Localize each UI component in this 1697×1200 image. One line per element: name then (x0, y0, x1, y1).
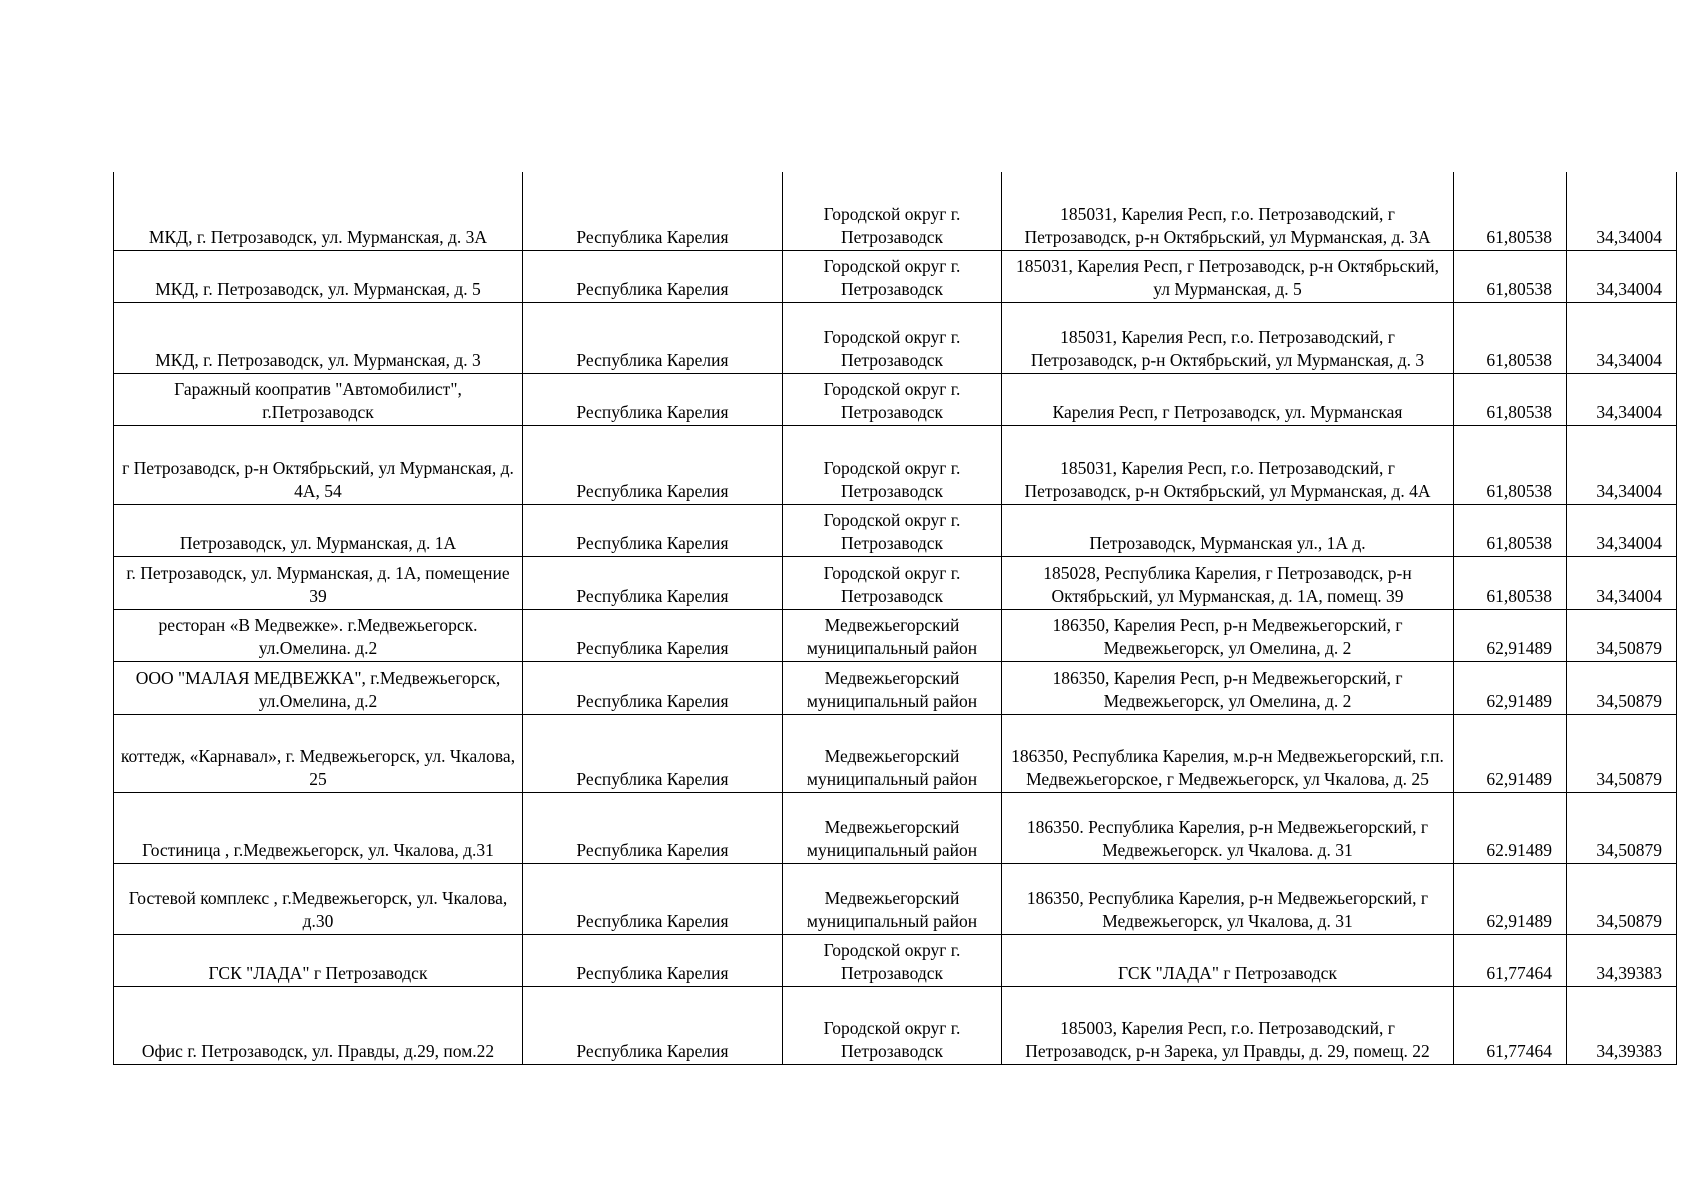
longitude-cell: 34,50879 (1567, 714, 1677, 792)
address-cell: 185031, Карелия Респ, г.о. Петрозаводский, г Петрозаводск, р-н Октябрьский, ул Мурманская, д. 4А (1002, 425, 1454, 504)
object-name-cell: ресторан «В Медвежке». г.Медвежьегорск. ул.Омелина. д.2 (114, 609, 523, 661)
table-row (114, 661, 1677, 714)
object-name-cell: МКД, г. Петрозаводск, ул. Мурманская, д. 3 (114, 302, 523, 373)
table-row (114, 863, 1677, 934)
latitude-cell: 61,80538 (1454, 302, 1567, 373)
region-cell: Республика Карелия (523, 792, 783, 863)
municipality-cell: Городской округ г. Петрозаводск (783, 986, 1002, 1064)
region-cell: Республика Карелия (523, 425, 783, 504)
table-row (114, 504, 1677, 556)
municipality-cell: Медвежьегорский муниципальный район (783, 863, 1002, 934)
object-name-cell: Офис г. Петрозаводск, ул. Правды, д.29, пом.22 (114, 986, 523, 1064)
object-name-cell: ГСК "ЛАДА" г Петрозаводск (114, 934, 523, 986)
region-cell: Республика Карелия (523, 302, 783, 373)
municipality-cell: Городской округ г. Петрозаводск (783, 172, 1002, 250)
region-cell: Республика Карелия (523, 609, 783, 661)
table-row (114, 373, 1677, 425)
municipality-cell: Городской округ г. Петрозаводск (783, 425, 1002, 504)
longitude-cell: 34,34004 (1567, 504, 1677, 556)
address-cell: 186350, Республика Карелия, м.р-н Медвежьегорский, г.п. Медвежьегорское, г Медвежьегорск, ул Чкалова, д. 25 (1002, 714, 1454, 792)
object-name-cell: Гаражный коопратив "Автомобилист", г.Петрозаводск (114, 373, 523, 425)
region-cell: Республика Карелия (523, 714, 783, 792)
latitude-cell: 61,80538 (1454, 556, 1567, 609)
address-cell: Петрозаводск, Мурманская ул., 1А д. (1002, 504, 1454, 556)
municipality-cell: Городской округ г. Петрозаводск (783, 934, 1002, 986)
registry-table-body (114, 172, 1677, 1064)
region-cell: Республика Карелия (523, 556, 783, 609)
table-row (114, 609, 1677, 661)
object-name-cell: коттедж, «Карнавал», г. Медвежьегорск, ул. Чкалова, 25 (114, 714, 523, 792)
longitude-cell: 34,50879 (1567, 661, 1677, 714)
region-cell: Республика Карелия (523, 661, 783, 714)
latitude-cell: 61,80538 (1454, 504, 1567, 556)
address-cell: 185003, Карелия Респ, г.о. Петрозаводский, г Петрозаводск, р-н Зарека, ул Правды, д. 29, помещ. 22 (1002, 986, 1454, 1064)
longitude-cell: 34,34004 (1567, 250, 1677, 302)
municipality-cell: Медвежьегорский муниципальный район (783, 661, 1002, 714)
table-row (114, 934, 1677, 986)
address-cell: 186350, Республика Карелия, р-н Медвежьегорский, г Медвежьегорск, ул Чкалова, д. 31 (1002, 863, 1454, 934)
table-row (114, 714, 1677, 792)
object-name-cell: г. Петрозаводск, ул. Мурманская, д. 1А, помещение 39 (114, 556, 523, 609)
municipality-cell: Медвежьегорский муниципальный район (783, 609, 1002, 661)
latitude-cell: 61,80538 (1454, 425, 1567, 504)
table-row (114, 986, 1677, 1064)
address-cell: 185028, Республика Карелия, г Петрозаводск, р-н Октябрьский, ул Мурманская, д. 1А, помещ. 39 (1002, 556, 1454, 609)
longitude-cell: 34,34004 (1567, 556, 1677, 609)
region-cell: Республика Карелия (523, 172, 783, 250)
latitude-cell: 61,80538 (1454, 172, 1567, 250)
object-name-cell: Гостевой комплекс , г.Медвежьегорск, ул. Чкалова, д.30 (114, 863, 523, 934)
registry-table (113, 172, 1677, 1065)
latitude-cell: 61,77464 (1454, 986, 1567, 1064)
municipality-cell: Городской округ г. Петрозаводск (783, 556, 1002, 609)
address-cell: 186350, Карелия Респ, р-н Медвежьегорский, г Медвежьегорск, ул Омелина, д. 2 (1002, 609, 1454, 661)
object-name-cell: Петрозаводск, ул. Мурманская, д. 1А (114, 504, 523, 556)
address-cell: 185031, Карелия Респ, г.о. Петрозаводский, г Петрозаводск, р-н Октябрьский, ул Мурманская, д. 3 (1002, 302, 1454, 373)
latitude-cell: 62,91489 (1454, 714, 1567, 792)
latitude-cell: 61,80538 (1454, 250, 1567, 302)
latitude-cell: 61,80538 (1454, 373, 1567, 425)
longitude-cell: 34,34004 (1567, 172, 1677, 250)
object-name-cell: г Петрозаводск, р-н Октябрьский, ул Мурманская, д. 4А, 54 (114, 425, 523, 504)
municipality-cell: Городской округ г. Петрозаводск (783, 250, 1002, 302)
municipality-cell: Медвежьегорский муниципальный район (783, 792, 1002, 863)
longitude-cell: 34,39383 (1567, 986, 1677, 1064)
table-row (114, 792, 1677, 863)
object-name-cell: Гостиница , г.Медвежьегорск, ул. Чкалова, д.31 (114, 792, 523, 863)
latitude-cell: 61,77464 (1454, 934, 1567, 986)
region-cell: Республика Карелия (523, 986, 783, 1064)
table-row (114, 425, 1677, 504)
region-cell: Республика Карелия (523, 863, 783, 934)
latitude-cell: 62,91489 (1454, 863, 1567, 934)
region-cell: Республика Карелия (523, 934, 783, 986)
address-cell: 185031, Карелия Респ, г.о. Петрозаводский, г Петрозаводск, р-н Октябрьский, ул Мурманская, д. 3А (1002, 172, 1454, 250)
address-cell: ГСК "ЛАДА" г Петрозаводск (1002, 934, 1454, 986)
municipality-cell: Городской округ г. Петрозаводск (783, 302, 1002, 373)
longitude-cell: 34,34004 (1567, 373, 1677, 425)
longitude-cell: 34,34004 (1567, 425, 1677, 504)
table-row (114, 172, 1677, 250)
region-cell: Республика Карелия (523, 373, 783, 425)
table-row (114, 302, 1677, 373)
address-cell: 186350. Республика Карелия, р-н Медвежьегорский, г Медвежьегорск. ул Чкалова. д. 31 (1002, 792, 1454, 863)
longitude-cell: 34,50879 (1567, 609, 1677, 661)
longitude-cell: 34,50879 (1567, 863, 1677, 934)
municipality-cell: Городской округ г. Петрозаводск (783, 373, 1002, 425)
object-name-cell: ООО "МАЛАЯ МЕДВЕЖКА", г.Медвежьегорск, ул.Омелина, д.2 (114, 661, 523, 714)
object-name-cell: МКД, г. Петрозаводск, ул. Мурманская, д. 3А (114, 172, 523, 250)
latitude-cell: 62,91489 (1454, 661, 1567, 714)
municipality-cell: Медвежьегорский муниципальный район (783, 714, 1002, 792)
latitude-cell: 62,91489 (1454, 609, 1567, 661)
address-cell: 186350, Карелия Респ, р-н Медвежьегорский, г Медвежьегорск, ул Омелина, д. 2 (1002, 661, 1454, 714)
address-cell: 185031, Карелия Респ, г Петрозаводск, р-н Октябрьский, ул Мурманская, д. 5 (1002, 250, 1454, 302)
longitude-cell: 34,50879 (1567, 792, 1677, 863)
latitude-cell: 62.91489 (1454, 792, 1567, 863)
municipality-cell: Городской округ г. Петрозаводск (783, 504, 1002, 556)
longitude-cell: 34,39383 (1567, 934, 1677, 986)
region-cell: Республика Карелия (523, 504, 783, 556)
object-name-cell: МКД, г. Петрозаводск, ул. Мурманская, д. 5 (114, 250, 523, 302)
address-cell: Карелия Респ, г Петрозаводск, ул. Мурманская (1002, 373, 1454, 425)
table-row (114, 250, 1677, 302)
region-cell: Республика Карелия (523, 250, 783, 302)
table-row (114, 556, 1677, 609)
longitude-cell: 34,34004 (1567, 302, 1677, 373)
